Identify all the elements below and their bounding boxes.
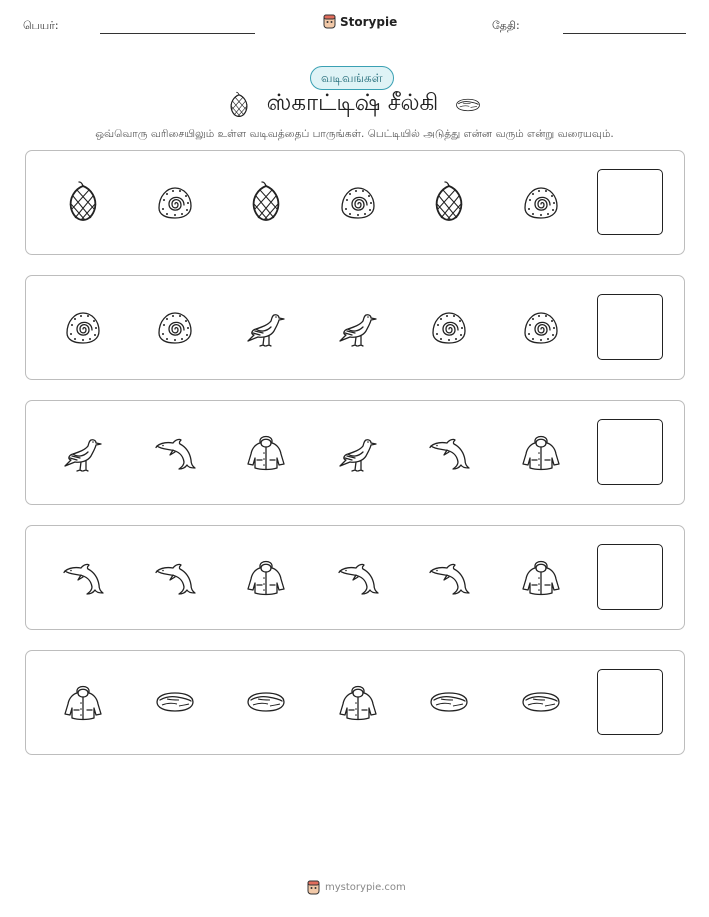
seagull-icon xyxy=(244,305,288,349)
storypie-mascot-icon xyxy=(307,880,320,895)
seagull-icon xyxy=(336,305,380,349)
title-row xyxy=(0,90,709,119)
dolphin-icon xyxy=(427,430,471,474)
seagull-icon xyxy=(61,430,105,474)
pinecone-icon xyxy=(427,180,471,224)
footer-url: mystorypie.com xyxy=(325,882,406,893)
date-label: தேதி: xyxy=(492,19,520,32)
instructions: ஒவ்வொரு வரிசையிலும் உள்ள வடிவத்தைப் பாருங்கள். பெட்டியில் அடுத்து என்ன வரும் என்று வரையவும். xyxy=(95,128,614,140)
shell-icon xyxy=(519,305,563,349)
raincoat-icon xyxy=(519,555,563,599)
topic-pill: வடிவங்கள் xyxy=(310,66,394,90)
raincoat-icon xyxy=(336,680,380,724)
answer-box[interactable] xyxy=(597,544,663,610)
pattern-row xyxy=(25,400,685,505)
raincoat-icon xyxy=(244,430,288,474)
shell-icon xyxy=(336,180,380,224)
storypie-mascot-icon xyxy=(323,14,336,29)
stone-icon xyxy=(153,680,197,724)
name-label: பெயர்: xyxy=(23,19,59,32)
storypie-logo xyxy=(323,14,397,29)
answer-box[interactable] xyxy=(597,669,663,735)
shell-icon xyxy=(153,305,197,349)
pattern-row xyxy=(25,650,685,755)
dolphin-icon xyxy=(61,555,105,599)
dolphin-icon xyxy=(153,430,197,474)
stone-icon xyxy=(452,91,484,119)
date-field[interactable] xyxy=(563,33,686,34)
answer-box[interactable] xyxy=(597,294,663,360)
pattern-row xyxy=(25,525,685,630)
stone-icon xyxy=(519,680,563,724)
answer-box[interactable] xyxy=(597,169,663,235)
raincoat-icon xyxy=(244,555,288,599)
name-field[interactable] xyxy=(100,33,255,34)
stone-icon xyxy=(244,680,288,724)
seagull-icon xyxy=(336,430,380,474)
answer-box[interactable] xyxy=(597,419,663,485)
footer xyxy=(307,880,406,895)
pinecone-icon xyxy=(225,91,253,119)
shell-icon xyxy=(427,305,471,349)
pattern-row xyxy=(25,150,685,255)
dolphin-icon xyxy=(336,555,380,599)
pinecone-icon xyxy=(244,180,288,224)
raincoat-icon xyxy=(61,680,105,724)
dolphin-icon xyxy=(153,555,197,599)
stone-icon xyxy=(427,680,471,724)
shell-icon xyxy=(519,180,563,224)
shell-icon xyxy=(61,305,105,349)
logo-text: Storypie xyxy=(340,14,398,29)
shell-icon xyxy=(153,180,197,224)
dolphin-icon xyxy=(427,555,471,599)
pattern-row xyxy=(25,275,685,380)
raincoat-icon xyxy=(519,430,563,474)
page-title: ஸ்காட்டிஷ் சீல்கி xyxy=(266,90,439,116)
pinecone-icon xyxy=(61,180,105,224)
